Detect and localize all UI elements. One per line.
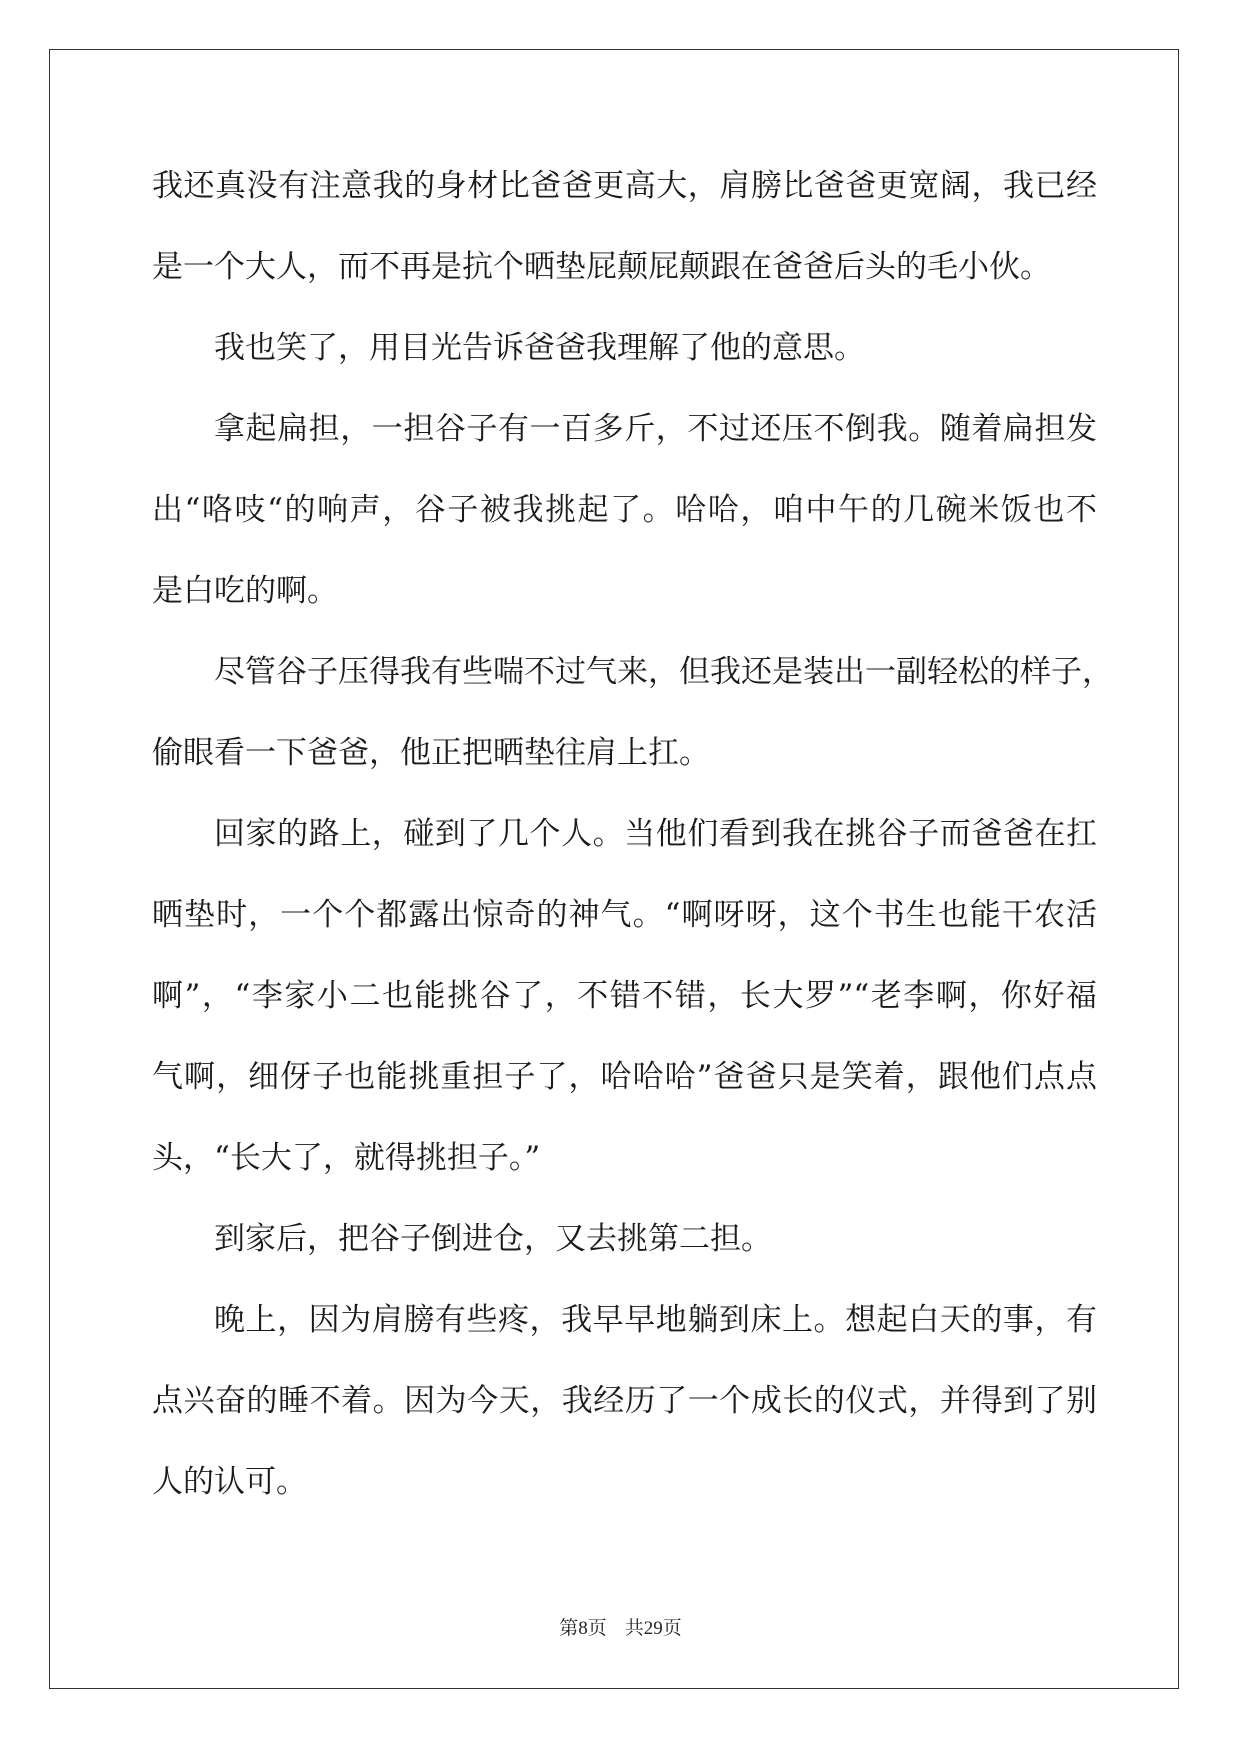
text-line: 我还真没有注意我的身材比爸爸更高大，肩膀比爸爸更宽阔，我已经: [152, 168, 1097, 204]
text-line: 回家的路上，碰到了几个人。当他们看到我在挑谷子而爸爸在扛: [214, 816, 1097, 852]
page-number: 第8页: [559, 1618, 607, 1639]
text-line: 人的认可。: [152, 1464, 307, 1500]
text-line: 出“咯吱“的响声，谷子被我挑起了。哈哈，咱中午的几碗米饭也不: [152, 492, 1097, 528]
document-body: [152, 160, 1113, 1537]
text-line: 是白吃的啊。: [152, 573, 338, 609]
text-line: 我也笑了，用目光告诉爸爸我理解了他的意思。: [214, 330, 865, 366]
text-line: 是一个大人，而不再是抗个晒垫屁颠屁颠跟在爸爸后头的毛小伙。: [152, 249, 1051, 285]
page-footer: [0, 1613, 1241, 1640]
text-line: 气啊，细伢子也能挑重担子了，哈哈哈”爸爸只是笑着，跟他们点点: [152, 1059, 1097, 1095]
text-line: 尽管谷子压得我有些喘不过气来，但我还是装出一副轻松的样子，: [214, 654, 1113, 690]
text-line: 头，“长大了，就得挑担子。”: [152, 1140, 541, 1176]
text-line: 偷眼看一下爸爸，他正把晒垫往肩上扛。: [152, 735, 710, 771]
text-line: 晚上，因为肩膀有些疼，我早早地躺到床上。想起白天的事，有: [214, 1302, 1097, 1338]
text-line: 点兴奋的睡不着。因为今天，我经历了一个成长的仪式，并得到了别: [152, 1383, 1097, 1419]
text-line: 到家后，把谷子倒进仓，又去挑第二担。: [214, 1221, 772, 1257]
text-line: 啊”，“李家小二也能挑谷了，不错不错，长大罗”“老李啊，你好福: [152, 978, 1097, 1014]
text-line: 晒垫时，一个个都露出惊奇的神气。“啊呀呀，这个书生也能干农活: [152, 897, 1097, 933]
page-total: 共29页: [624, 1618, 682, 1639]
text-line: 拿起扁担，一担谷子有一百多斤，不过还压不倒我。随着扁担发: [214, 411, 1097, 447]
